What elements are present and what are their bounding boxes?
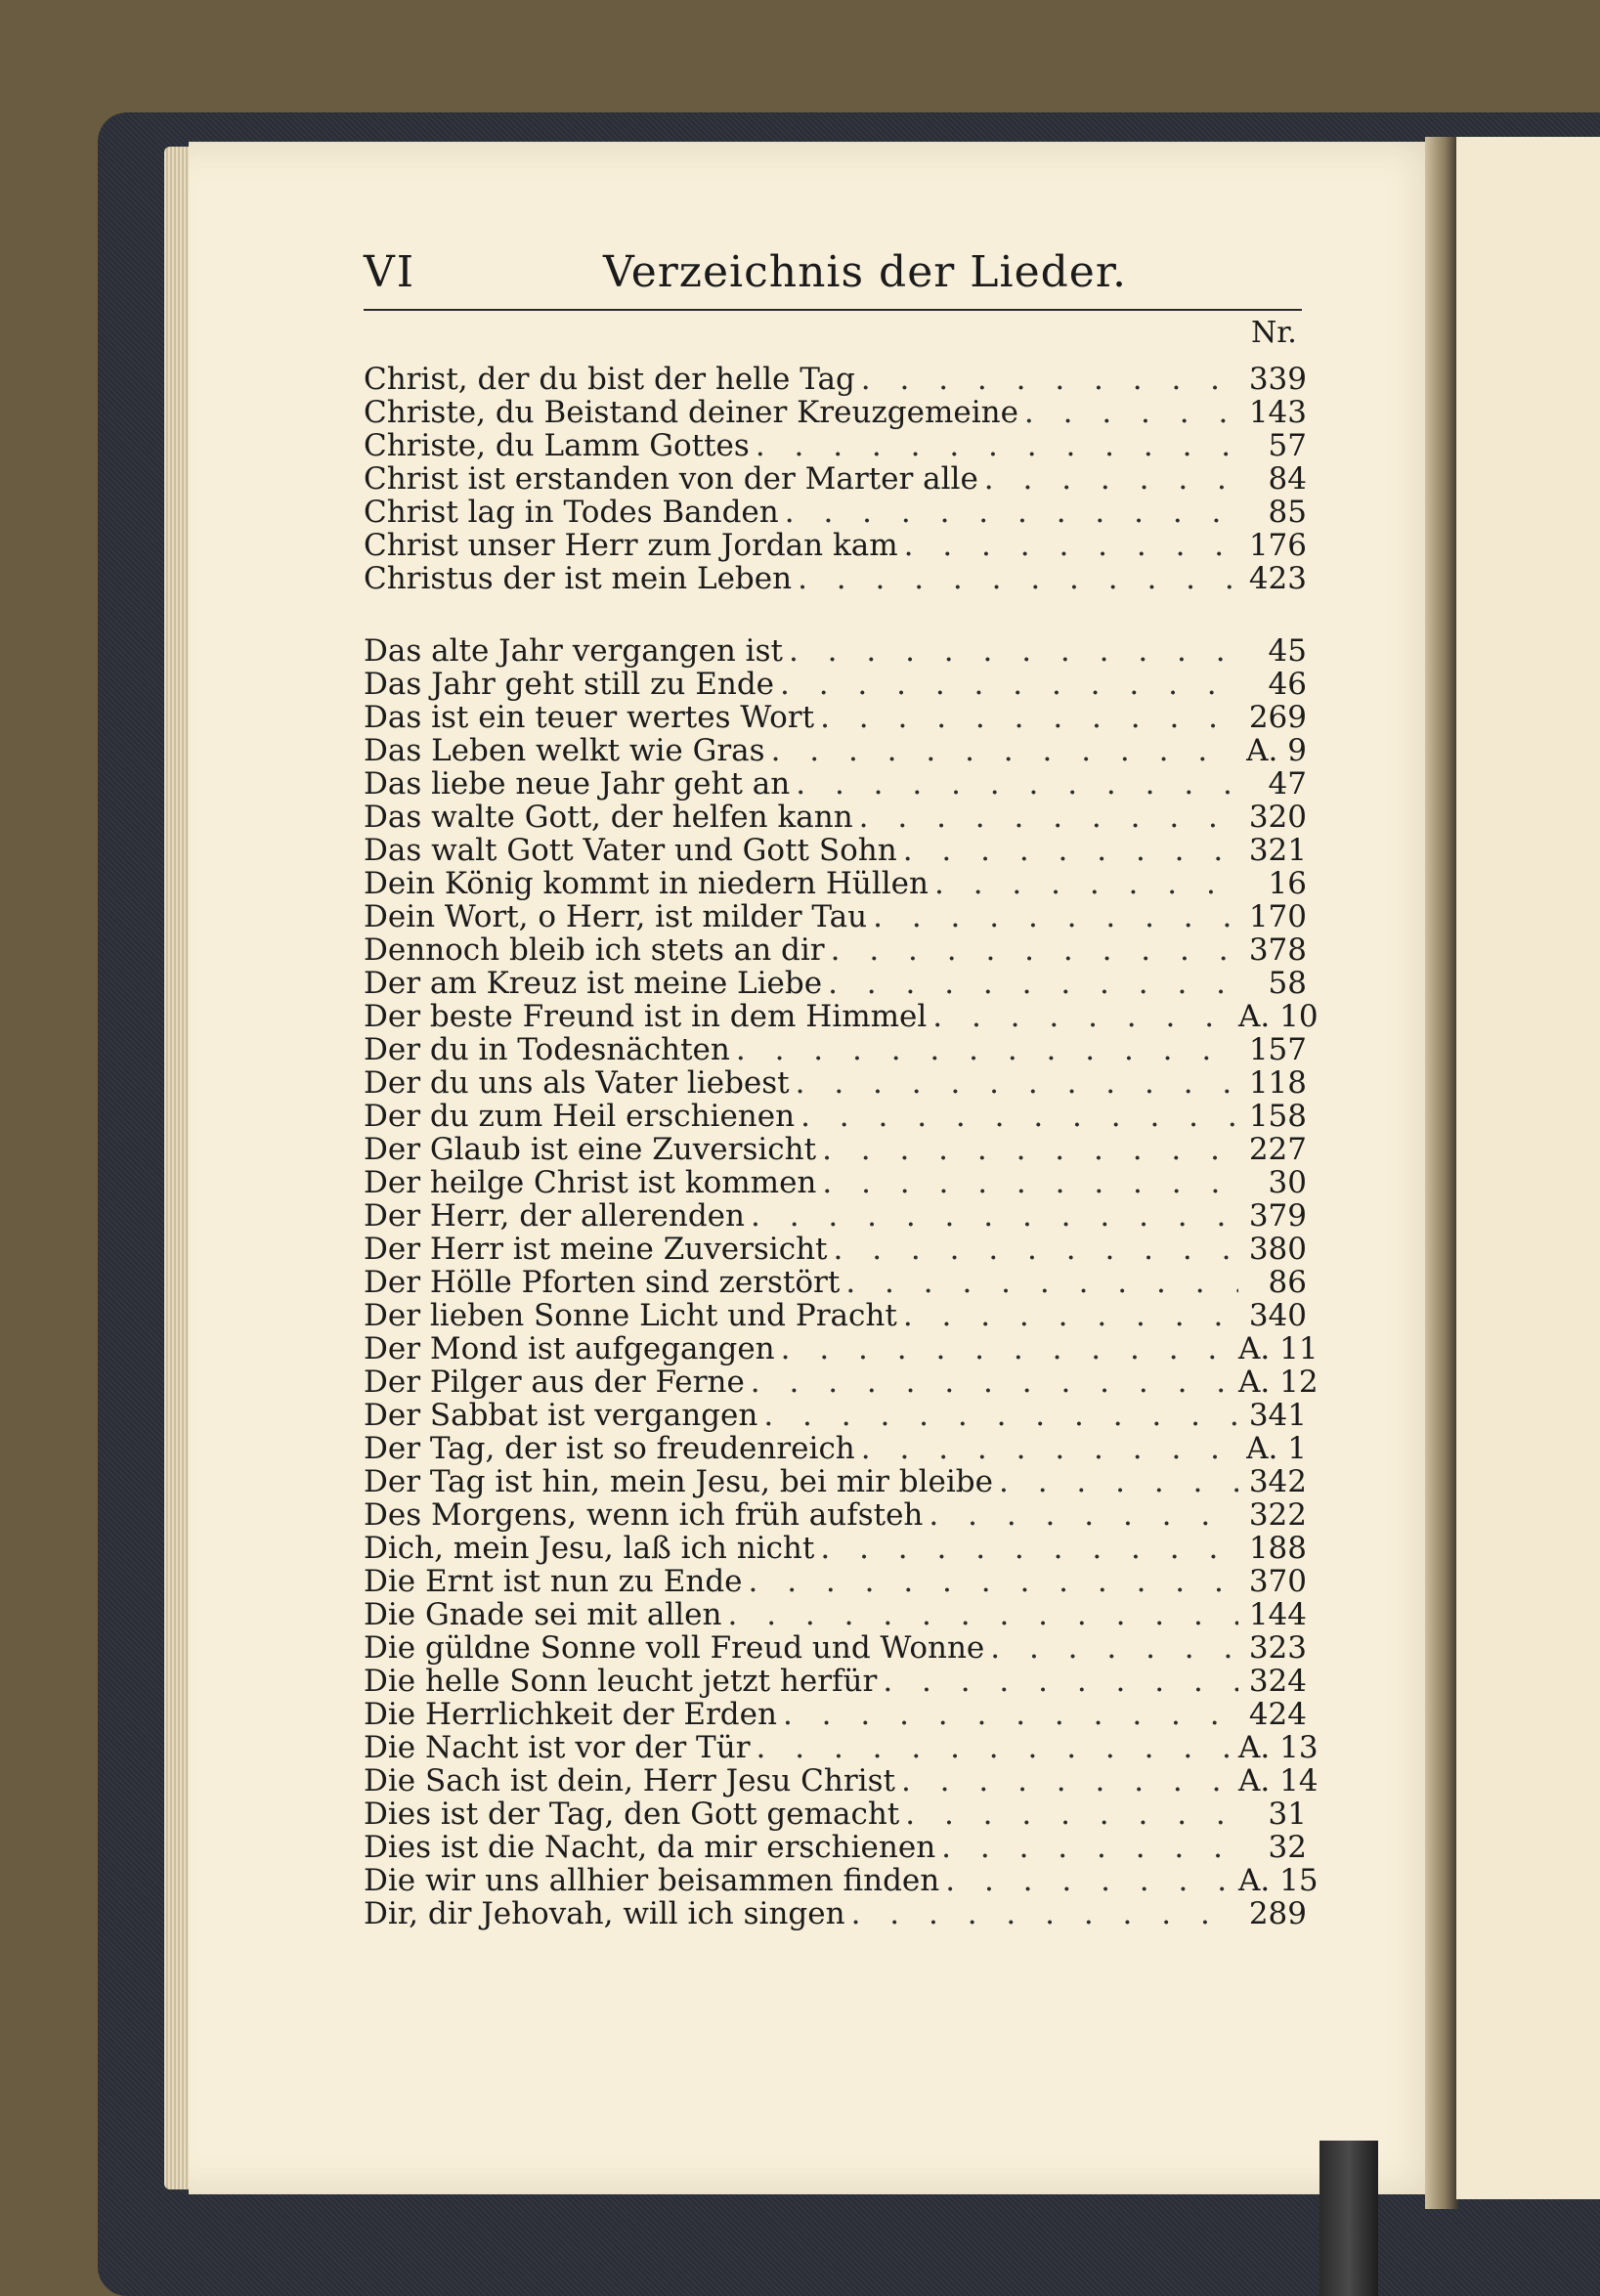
entry-title: Das ist ein teuer wertes Wort [364,700,815,735]
index-entry [364,1597,1307,1630]
entry-title: Der Herr ist meine Zuversicht [364,1232,828,1267]
leader-dots [945,1863,1238,1898]
index-entry [364,428,1307,461]
leader-dots [780,667,1238,702]
index-entry [364,700,1307,733]
entry-title: Der Mond ist aufgegangen [364,1331,775,1366]
leader-dots [990,1630,1238,1666]
entry-number: 378 [1248,932,1307,968]
entry-title: Der Tag, der ist so freudenreich [364,1431,855,1466]
entry-title: Das Jahr geht still zu Ende [364,667,775,702]
leader-dots [822,1132,1238,1167]
index-entry [364,932,1307,966]
index-entry [364,1830,1307,1863]
page-header [364,239,1302,308]
book-gutter [1425,137,1458,2209]
index-entry [364,1464,1307,1497]
leader-dots [932,999,1238,1034]
leader-dots [934,866,1238,901]
leader-dots [749,1564,1238,1599]
index-entry [364,1497,1307,1531]
leader-dots [736,1032,1238,1067]
index-entry [364,1564,1307,1597]
entry-title: Die wir uns allhier beisammen finden [364,1863,940,1898]
index-entry [364,1165,1307,1198]
index-entry [364,1664,1307,1697]
leader-dots [851,1896,1238,1931]
index-entry [364,1331,1319,1366]
leader-dots [883,1664,1238,1699]
entry-number: 379 [1248,1198,1307,1234]
index-entry [364,899,1307,932]
index-entry [364,1730,1319,1765]
leader-dots [831,932,1238,968]
leader-dots [789,633,1238,669]
entry-number: 58 [1268,966,1307,1001]
entry-number: A. 12 [1238,1365,1319,1400]
entry-number: 341 [1248,1398,1307,1433]
index-entry [364,766,1307,800]
index-entry [364,1298,1307,1331]
entry-number: 30 [1268,1165,1307,1200]
entry-number: 144 [1248,1597,1307,1632]
entry-number: 84 [1268,461,1307,497]
leader-dots [929,1497,1238,1533]
song-group-christ [364,362,1307,594]
index-entry [364,561,1307,594]
entry-number: 342 [1248,1464,1307,1499]
entry-number: 269 [1248,700,1307,735]
leader-dots [941,1830,1238,1865]
index-entry [364,1797,1307,1830]
index-entry [364,1198,1307,1232]
entry-title: Christus der ist mein Leben [364,561,793,596]
entry-title: Die Gnade sei mit allen [364,1597,722,1632]
index-entry [364,461,1307,495]
index-entry [364,1398,1307,1431]
leader-dots [1024,395,1238,430]
index-entry [364,800,1307,833]
index-entry [364,966,1307,999]
index-entry [364,1132,1307,1165]
index-entry [364,1232,1307,1265]
leader-dots [845,1265,1238,1300]
leader-dots [828,966,1238,1001]
entry-title: Die Ernt ist nun zu Ende [364,1564,743,1599]
entry-title: Der du in Todesnächten [364,1032,730,1067]
entry-title: Die güldne Sonne voll Freud und Wonne [364,1630,985,1666]
entry-title: Das walt Gott Vater und Gott Sohn [364,833,897,868]
leader-dots [903,1298,1238,1333]
entry-number: 176 [1248,528,1307,563]
entry-title: Dennoch bleib ich stets an dir [364,932,825,968]
entry-title: Die Herrlichkeit der Erden [364,1697,777,1732]
leader-dots [903,833,1238,868]
index-entry [364,395,1307,428]
bookmark-ribbon [1319,2141,1378,2296]
entry-number: 32 [1268,1830,1307,1865]
index-entry [364,528,1307,561]
entry-title: Dein Wort, o Herr, ist milder Tau [364,899,868,934]
index-entry [364,1863,1319,1898]
entry-title: Das Leben welkt wie Gras [364,733,765,768]
leader-dots [820,1531,1238,1566]
entry-number: 227 [1248,1132,1307,1167]
leader-dots [771,733,1238,768]
leader-dots [861,1431,1238,1466]
index-entry [364,1265,1307,1298]
leader-dots [785,495,1238,530]
leader-dots [756,428,1238,463]
index-entry [364,1099,1307,1132]
entry-number: 370 [1248,1564,1307,1599]
entry-title: Der Hölle Pforten sind zerstört [364,1265,841,1300]
leader-dots [999,1464,1238,1499]
leader-dots [751,1198,1238,1234]
group-gap [364,594,1307,633]
index-entry [364,833,1307,866]
entry-title: Das walte Gott, der helfen kann [364,800,853,835]
index-entry [364,667,1307,700]
entry-title: Dein König kommt in niedern Hüllen [364,866,929,901]
leader-dots [800,1099,1238,1134]
entry-number: 45 [1268,633,1307,669]
entry-title: Der Glaub ist eine Zuversicht [364,1132,817,1167]
entry-number: A. 1 [1246,1431,1307,1466]
entry-title: Die helle Sonn leucht jetzt herfür [364,1664,878,1699]
index-entry [364,1065,1307,1099]
leader-dots [751,1365,1238,1400]
entry-number: A. 9 [1246,733,1307,768]
entry-title: Dir, dir Jehovah, will ich singen [364,1896,845,1931]
leader-dots [984,461,1238,497]
entry-number: A. 11 [1238,1331,1319,1366]
entry-number: A. 13 [1238,1730,1319,1765]
index-entry [364,362,1307,395]
header-rule [364,309,1302,311]
entry-title: Das alte Jahr vergangen ist [364,633,783,669]
entry-title: Christ unser Herr zum Jordan kam [364,528,898,563]
song-index [364,362,1319,1931]
entry-number: 340 [1248,1298,1307,1333]
entry-title: Christ ist erstanden von der Marter alle [364,461,978,497]
entry-number: 320 [1248,800,1307,835]
entry-title: Dich, mein Jesu, laß ich nicht [364,1531,815,1566]
entry-number: 322 [1248,1497,1307,1533]
facing-page [1456,137,1600,2199]
index-entry [364,495,1307,528]
entry-number: A. 15 [1238,1863,1319,1898]
leader-dots [904,528,1238,563]
entry-number: 423 [1248,561,1307,596]
entry-title: Des Morgens, wenn ich früh aufsteh [364,1497,924,1533]
index-entry [364,999,1319,1034]
entry-number: 157 [1248,1032,1307,1067]
leader-dots [834,1232,1239,1267]
index-entry [364,866,1307,899]
entry-title: Christ lag in Todes Banden [364,495,779,530]
entry-number: 188 [1248,1531,1307,1566]
entry-number: 424 [1248,1697,1307,1732]
index-entry [364,1896,1307,1929]
entry-title: Das liebe neue Jahr geht an [364,766,791,801]
entry-number: 16 [1268,866,1307,901]
leader-dots [905,1797,1238,1832]
entry-number: 47 [1268,766,1307,801]
entry-number: 323 [1248,1630,1307,1666]
entry-title: Christe, du Beistand deiner Kreuzgemeine [364,395,1018,430]
entry-title: Der beste Freund ist in dem Himmel [364,999,928,1034]
song-group-d [364,633,1319,1931]
leader-dots [798,561,1238,596]
page-number: VI [364,247,416,297]
entry-title: Die Nacht ist vor der Tür [364,1730,751,1765]
leader-dots [783,1697,1238,1732]
leader-dots [763,1398,1238,1433]
entry-title: Christe, du Lamm Gottes [364,428,750,463]
index-entry [364,1032,1307,1065]
leader-dots [822,1165,1238,1200]
leader-dots [796,766,1238,801]
entry-number: 324 [1248,1664,1307,1699]
entry-number: A. 10 [1238,999,1319,1034]
column-label: Nr. [1251,316,1297,350]
page-title: Verzeichnis der Lieder. [603,247,1128,297]
index-entry [364,1630,1307,1664]
entry-number: 57 [1268,428,1307,463]
leader-dots [901,1763,1238,1798]
entry-title: Der Pilger aus der Ferne [364,1365,745,1400]
entry-number: 380 [1248,1232,1307,1267]
entry-number: 170 [1248,899,1307,934]
leader-dots [873,899,1238,934]
entry-number: 321 [1248,833,1307,868]
leader-dots [757,1730,1238,1765]
entry-title: Dies ist die Nacht, da mir erschienen [364,1830,936,1865]
index-entry [364,1763,1319,1798]
entry-number: 31 [1268,1797,1307,1832]
entry-number: 118 [1248,1065,1307,1101]
leader-dots [781,1331,1238,1366]
index-entry [364,733,1307,766]
index-entry [364,633,1307,667]
index-entry [364,1431,1307,1464]
entry-title: Der Herr, der allerenden [364,1198,745,1234]
leader-dots [859,800,1238,835]
entry-title: Der lieben Sonne Licht und Pracht [364,1298,897,1333]
entry-title: Die Sach ist dein, Herr Jesu Christ [364,1763,895,1798]
leader-dots [796,1065,1238,1101]
entry-number: 86 [1268,1265,1307,1300]
entry-title: Dies ist der Tag, den Gott gemacht [364,1797,900,1832]
entry-title: Der du uns als Vater liebest [364,1065,790,1101]
index-entry [364,1365,1319,1400]
entry-title: Der Sabbat ist vergangen [364,1398,758,1433]
entry-number: A. 14 [1238,1763,1319,1798]
index-entry [364,1531,1307,1564]
entry-number: 339 [1248,362,1307,397]
entry-number: 46 [1268,667,1307,702]
entry-title: Der am Kreuz ist meine Liebe [364,966,823,1001]
entry-number: 143 [1248,395,1307,430]
entry-number: 85 [1268,495,1307,530]
entry-title: Christ, der du bist der helle Tag [364,362,855,397]
entry-title: Der Tag ist hin, mein Jesu, bei mir bleibe [364,1464,993,1499]
leader-dots [820,700,1238,735]
entry-title: Der du zum Heil erschienen [364,1099,796,1134]
index-entry [364,1697,1307,1730]
entry-title: Der heilge Christ ist kommen [364,1165,817,1200]
entry-number: 158 [1248,1099,1307,1134]
entry-number: 289 [1248,1896,1307,1931]
leader-dots [728,1597,1239,1632]
leader-dots [861,362,1238,397]
